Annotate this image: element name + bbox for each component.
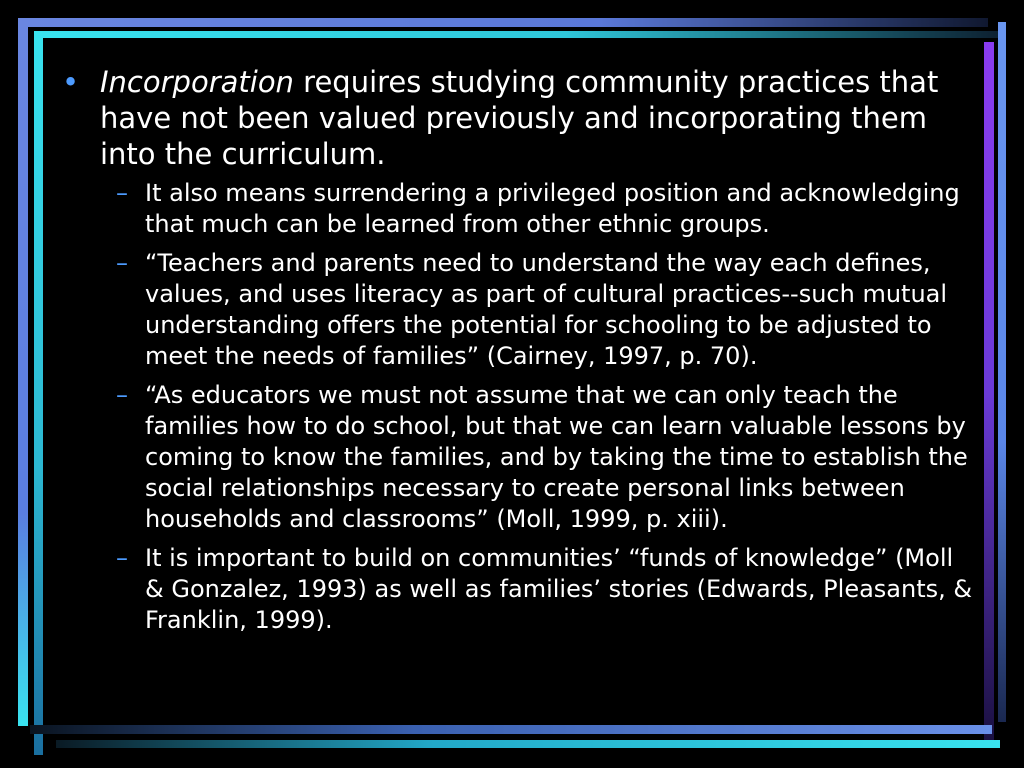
sub-bullet — [58, 380, 973, 535]
main-bullet — [58, 64, 973, 172]
frame-top-bar-outer — [18, 18, 988, 27]
dash-bullet-icon: – — [116, 249, 128, 277]
sub-bullet — [58, 248, 973, 372]
sub-bullet — [58, 543, 973, 636]
frame-left-bar-outer — [18, 18, 28, 726]
sub-bullet — [58, 178, 973, 240]
main-bullet-emphasis: Incorporation — [100, 65, 294, 99]
sub-bullet-list — [58, 178, 973, 636]
dash-bullet-icon: – — [116, 381, 128, 409]
sub-bullet-text: It is important to build on communities’ “funds of knowledge” (Moll & Gonzalez, 1993) as well as families’ stories (Edwards, Pleasants, & Franklin, 1999). — [145, 544, 973, 634]
main-bullet-text — [100, 65, 938, 171]
sub-bullet-text: “Teachers and parents need to understand the way each defines, values, and uses literacy as part of cultural practices--such mutual understanding offers the potential for schooling to be adjusted to meet the needs of families” (Cairney, 1997, p. 70). — [145, 249, 948, 370]
frame-bottom-bar-inner — [30, 725, 992, 734]
frame-right-bar-outer — [998, 22, 1006, 722]
main-bullet-body: requires studying community practices that have not been valued previously and incorporating them into the curriculum. — [100, 65, 939, 171]
frame-top-bar-inner — [34, 31, 1000, 38]
dash-bullet-icon: – — [116, 179, 128, 207]
sub-bullet-text: “As educators we must not assume that we can only teach the families how to do school, but that we can learn valuable lessons by coming to know the families, and by taking the time to establish the social relationships necessary to create personal links between households and classrooms” (Moll, 1999, p. xiii). — [145, 381, 968, 533]
frame-left-bar-inner — [34, 31, 43, 755]
frame-right-bar-inner — [984, 42, 994, 742]
dash-bullet-icon: – — [116, 544, 128, 572]
frame-bottom-bar-outer — [56, 740, 1000, 748]
bullet-dot-icon: • — [62, 65, 80, 99]
sub-bullet-text: It also means surrendering a privileged position and acknowledging that much can be learned from other ethnic groups. — [145, 179, 960, 238]
slide-body — [58, 64, 973, 644]
